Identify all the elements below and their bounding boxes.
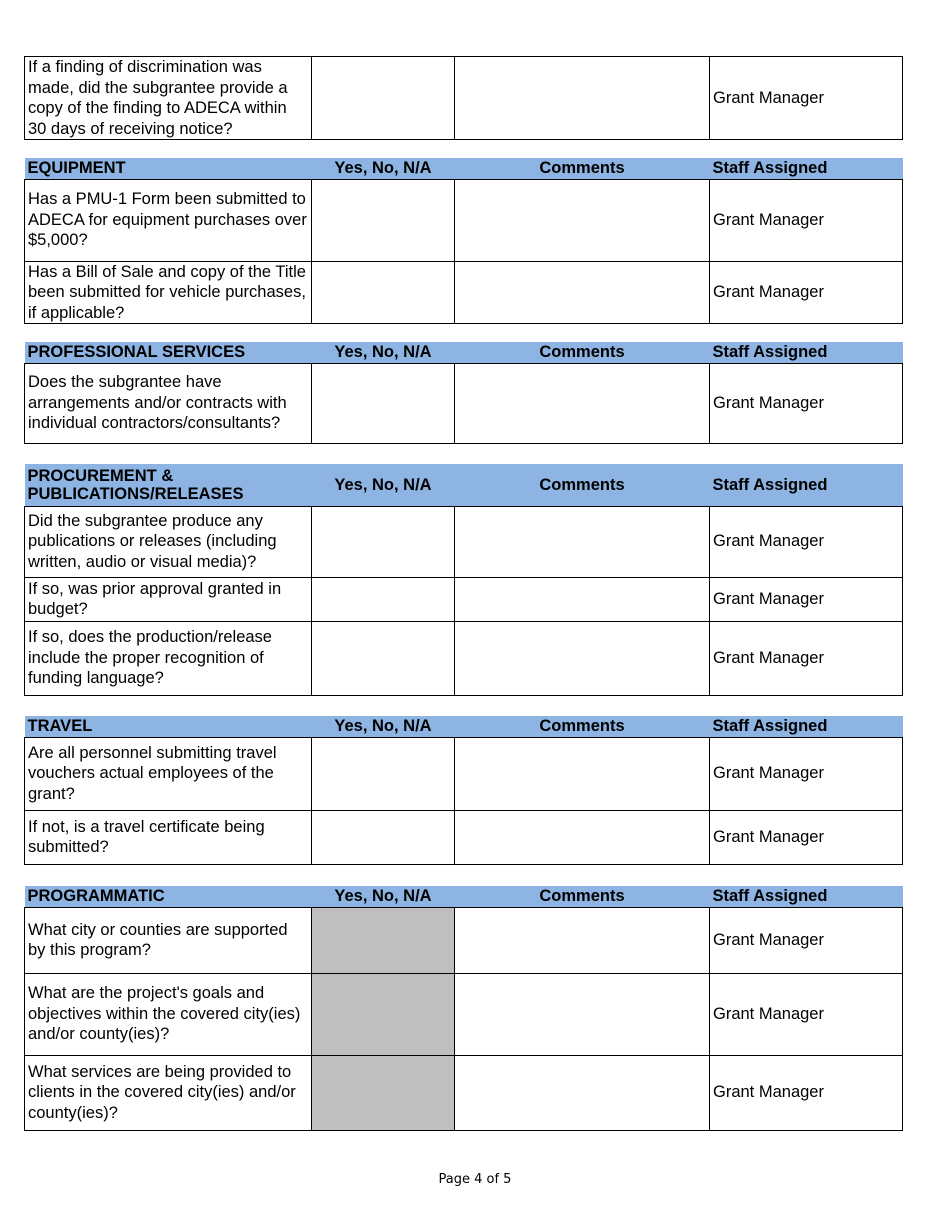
question-cell: What city or counties are supported by this program? (25, 907, 312, 973)
comments-header: Comments (455, 158, 710, 179)
staff-cell: Grant Manager (710, 737, 903, 810)
section-header-row (25, 464, 903, 506)
response-cell[interactable] (312, 179, 455, 261)
table-row (25, 621, 903, 695)
response-cell[interactable] (312, 577, 455, 621)
section-header-row (25, 716, 903, 737)
staff-header: Staff Assigned (710, 158, 903, 179)
comments-cell[interactable] (455, 261, 710, 324)
table-row (25, 506, 903, 577)
comments-header: Comments (455, 886, 710, 907)
comments-cell[interactable] (455, 577, 710, 621)
response-cell[interactable] (312, 810, 455, 864)
response-cell-shaded (312, 1055, 455, 1130)
comments-cell[interactable] (455, 737, 710, 810)
section-title: PROCUREMENT & PUBLICATIONS/RELEASES (25, 464, 312, 506)
staff-cell: Grant Manager (710, 57, 903, 140)
question-cell: Are all personnel submitting travel vouchers actual employees of the grant? (25, 737, 312, 810)
comments-cell[interactable] (455, 621, 710, 695)
response-cell[interactable] (312, 261, 455, 324)
table-row (25, 810, 903, 864)
staff-header: Staff Assigned (710, 342, 903, 363)
table-row (25, 57, 903, 140)
professional-services-table (24, 342, 903, 444)
table-row (25, 179, 903, 261)
programmatic-table (24, 886, 903, 1131)
comments-cell[interactable] (455, 57, 710, 140)
comments-cell[interactable] (455, 179, 710, 261)
procurement-table (24, 464, 903, 696)
response-header: Yes, No, N/A (312, 886, 455, 907)
comments-cell[interactable] (455, 363, 710, 443)
staff-cell: Grant Manager (710, 577, 903, 621)
table-row (25, 363, 903, 443)
question-cell: If a finding of discrimination was made, did the subgrantee provide a copy of the finding to ADECA within 30 days of receiving notice? (25, 57, 312, 140)
question-cell: Has a PMU-1 Form been submitted to ADECA for equipment purchases over $5,000? (25, 179, 312, 261)
response-cell[interactable] (312, 363, 455, 443)
response-cell[interactable] (312, 506, 455, 577)
response-cell-shaded (312, 907, 455, 973)
civil-rights-table (24, 56, 903, 140)
staff-cell: Grant Manager (710, 1055, 903, 1130)
comments-cell[interactable] (455, 907, 710, 973)
table-row (25, 261, 903, 324)
staff-cell: Grant Manager (710, 810, 903, 864)
response-cell[interactable] (312, 57, 455, 140)
staff-header: Staff Assigned (710, 716, 903, 737)
table-row (25, 1055, 903, 1130)
response-header: Yes, No, N/A (312, 158, 455, 179)
response-header: Yes, No, N/A (312, 464, 455, 506)
question-cell: If not, is a travel certificate being submitted? (25, 810, 312, 864)
staff-cell: Grant Manager (710, 621, 903, 695)
section-header-row (25, 886, 903, 907)
staff-cell: Grant Manager (710, 179, 903, 261)
question-cell: Does the subgrantee have arrangements and/or contracts with individual contractors/consultants? (25, 363, 312, 443)
section-title: EQUIPMENT (25, 158, 312, 179)
staff-header: Staff Assigned (710, 886, 903, 907)
section-header-row (25, 158, 903, 179)
page-number: Page 4 of 5 (438, 1172, 512, 1187)
staff-cell: Grant Manager (710, 506, 903, 577)
equipment-table (24, 158, 903, 324)
table-row (25, 737, 903, 810)
response-cell[interactable] (312, 621, 455, 695)
staff-cell: Grant Manager (710, 973, 903, 1055)
response-header: Yes, No, N/A (312, 342, 455, 363)
travel-table (24, 716, 903, 865)
question-cell: If so, does the production/release include the proper recognition of funding language? (25, 621, 312, 695)
comments-cell[interactable] (455, 506, 710, 577)
question-cell: Did the subgrantee produce any publications or releases (including written, audio or visual media)? (25, 506, 312, 577)
question-cell: What are the project's goals and objectives within the covered city(ies) and/or county(ies)? (25, 973, 312, 1055)
question-cell: If so, was prior approval granted in budget? (25, 577, 312, 621)
comments-header: Comments (455, 342, 710, 363)
question-cell: What services are being provided to clients in the covered city(ies) and/or county(ies)? (25, 1055, 312, 1130)
table-row (25, 577, 903, 621)
section-header-row (25, 342, 903, 363)
response-cell[interactable] (312, 737, 455, 810)
section-title: PROFESSIONAL SERVICES (25, 342, 312, 363)
section-title: PROGRAMMATIC (25, 886, 312, 907)
comments-header: Comments (455, 716, 710, 737)
response-header: Yes, No, N/A (312, 716, 455, 737)
comments-header: Comments (455, 464, 710, 506)
comments-cell[interactable] (455, 973, 710, 1055)
comments-cell[interactable] (455, 810, 710, 864)
comments-cell[interactable] (455, 1055, 710, 1130)
question-cell: Has a Bill of Sale and copy of the Title been submitted for vehicle purchases, if applicable? (25, 261, 312, 324)
staff-header: Staff Assigned (710, 464, 903, 506)
staff-cell: Grant Manager (710, 907, 903, 973)
staff-cell: Grant Manager (710, 363, 903, 443)
response-cell-shaded (312, 973, 455, 1055)
table-row (25, 907, 903, 973)
section-title: TRAVEL (25, 716, 312, 737)
staff-cell: Grant Manager (710, 261, 903, 324)
table-row (25, 973, 903, 1055)
